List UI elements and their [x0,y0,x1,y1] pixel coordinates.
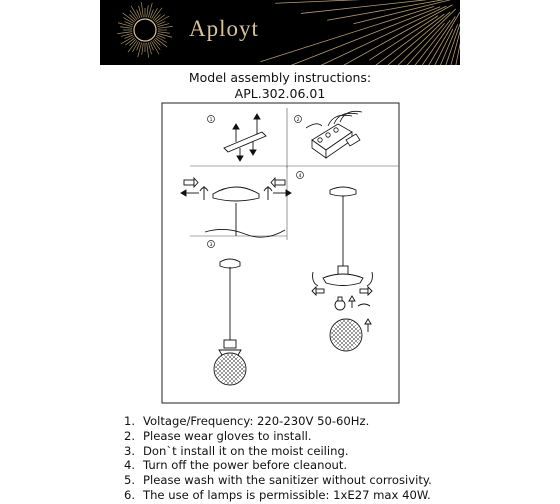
brand-name: Aployt [189,16,259,41]
step-marker [297,172,304,180]
list-item: 3. Don`t install it on the moist ceiling. [124,443,349,458]
list-item: 1. Voltage/Frequency: 220-230V 50-60Hz. [124,414,370,428]
step-marker [208,241,215,249]
step2-terminal-block [306,111,362,158]
canopy-fixing [181,178,291,237]
step-marker [295,116,302,124]
instructions-title: Model assembly instructions: [188,70,372,85]
step-marker [208,116,215,124]
svg-text:2: 2 [296,118,300,123]
step4-pendant-assembly [312,187,378,351]
svg-text:3: 3 [209,243,213,248]
step1-mounting-bar [224,114,266,161]
instruction-list [124,414,432,503]
list-item: 6. The use of lamps is permissible: 1xE27 max 40W. [124,487,431,502]
pendant-lamp-assembled [198,259,262,385]
list-item: 5. Please wash with the sanitizer without corrosivity. [124,473,432,488]
list-item: 4. Turn off the power before cleanout. [124,458,348,473]
svg-text:1: 1 [209,118,213,123]
model-number: APL.302.06.01 [234,86,326,101]
svg-text:4: 4 [298,174,302,179]
diagram-frame [162,103,399,403]
list-item: 2. Please wear gloves to install. [124,428,312,443]
